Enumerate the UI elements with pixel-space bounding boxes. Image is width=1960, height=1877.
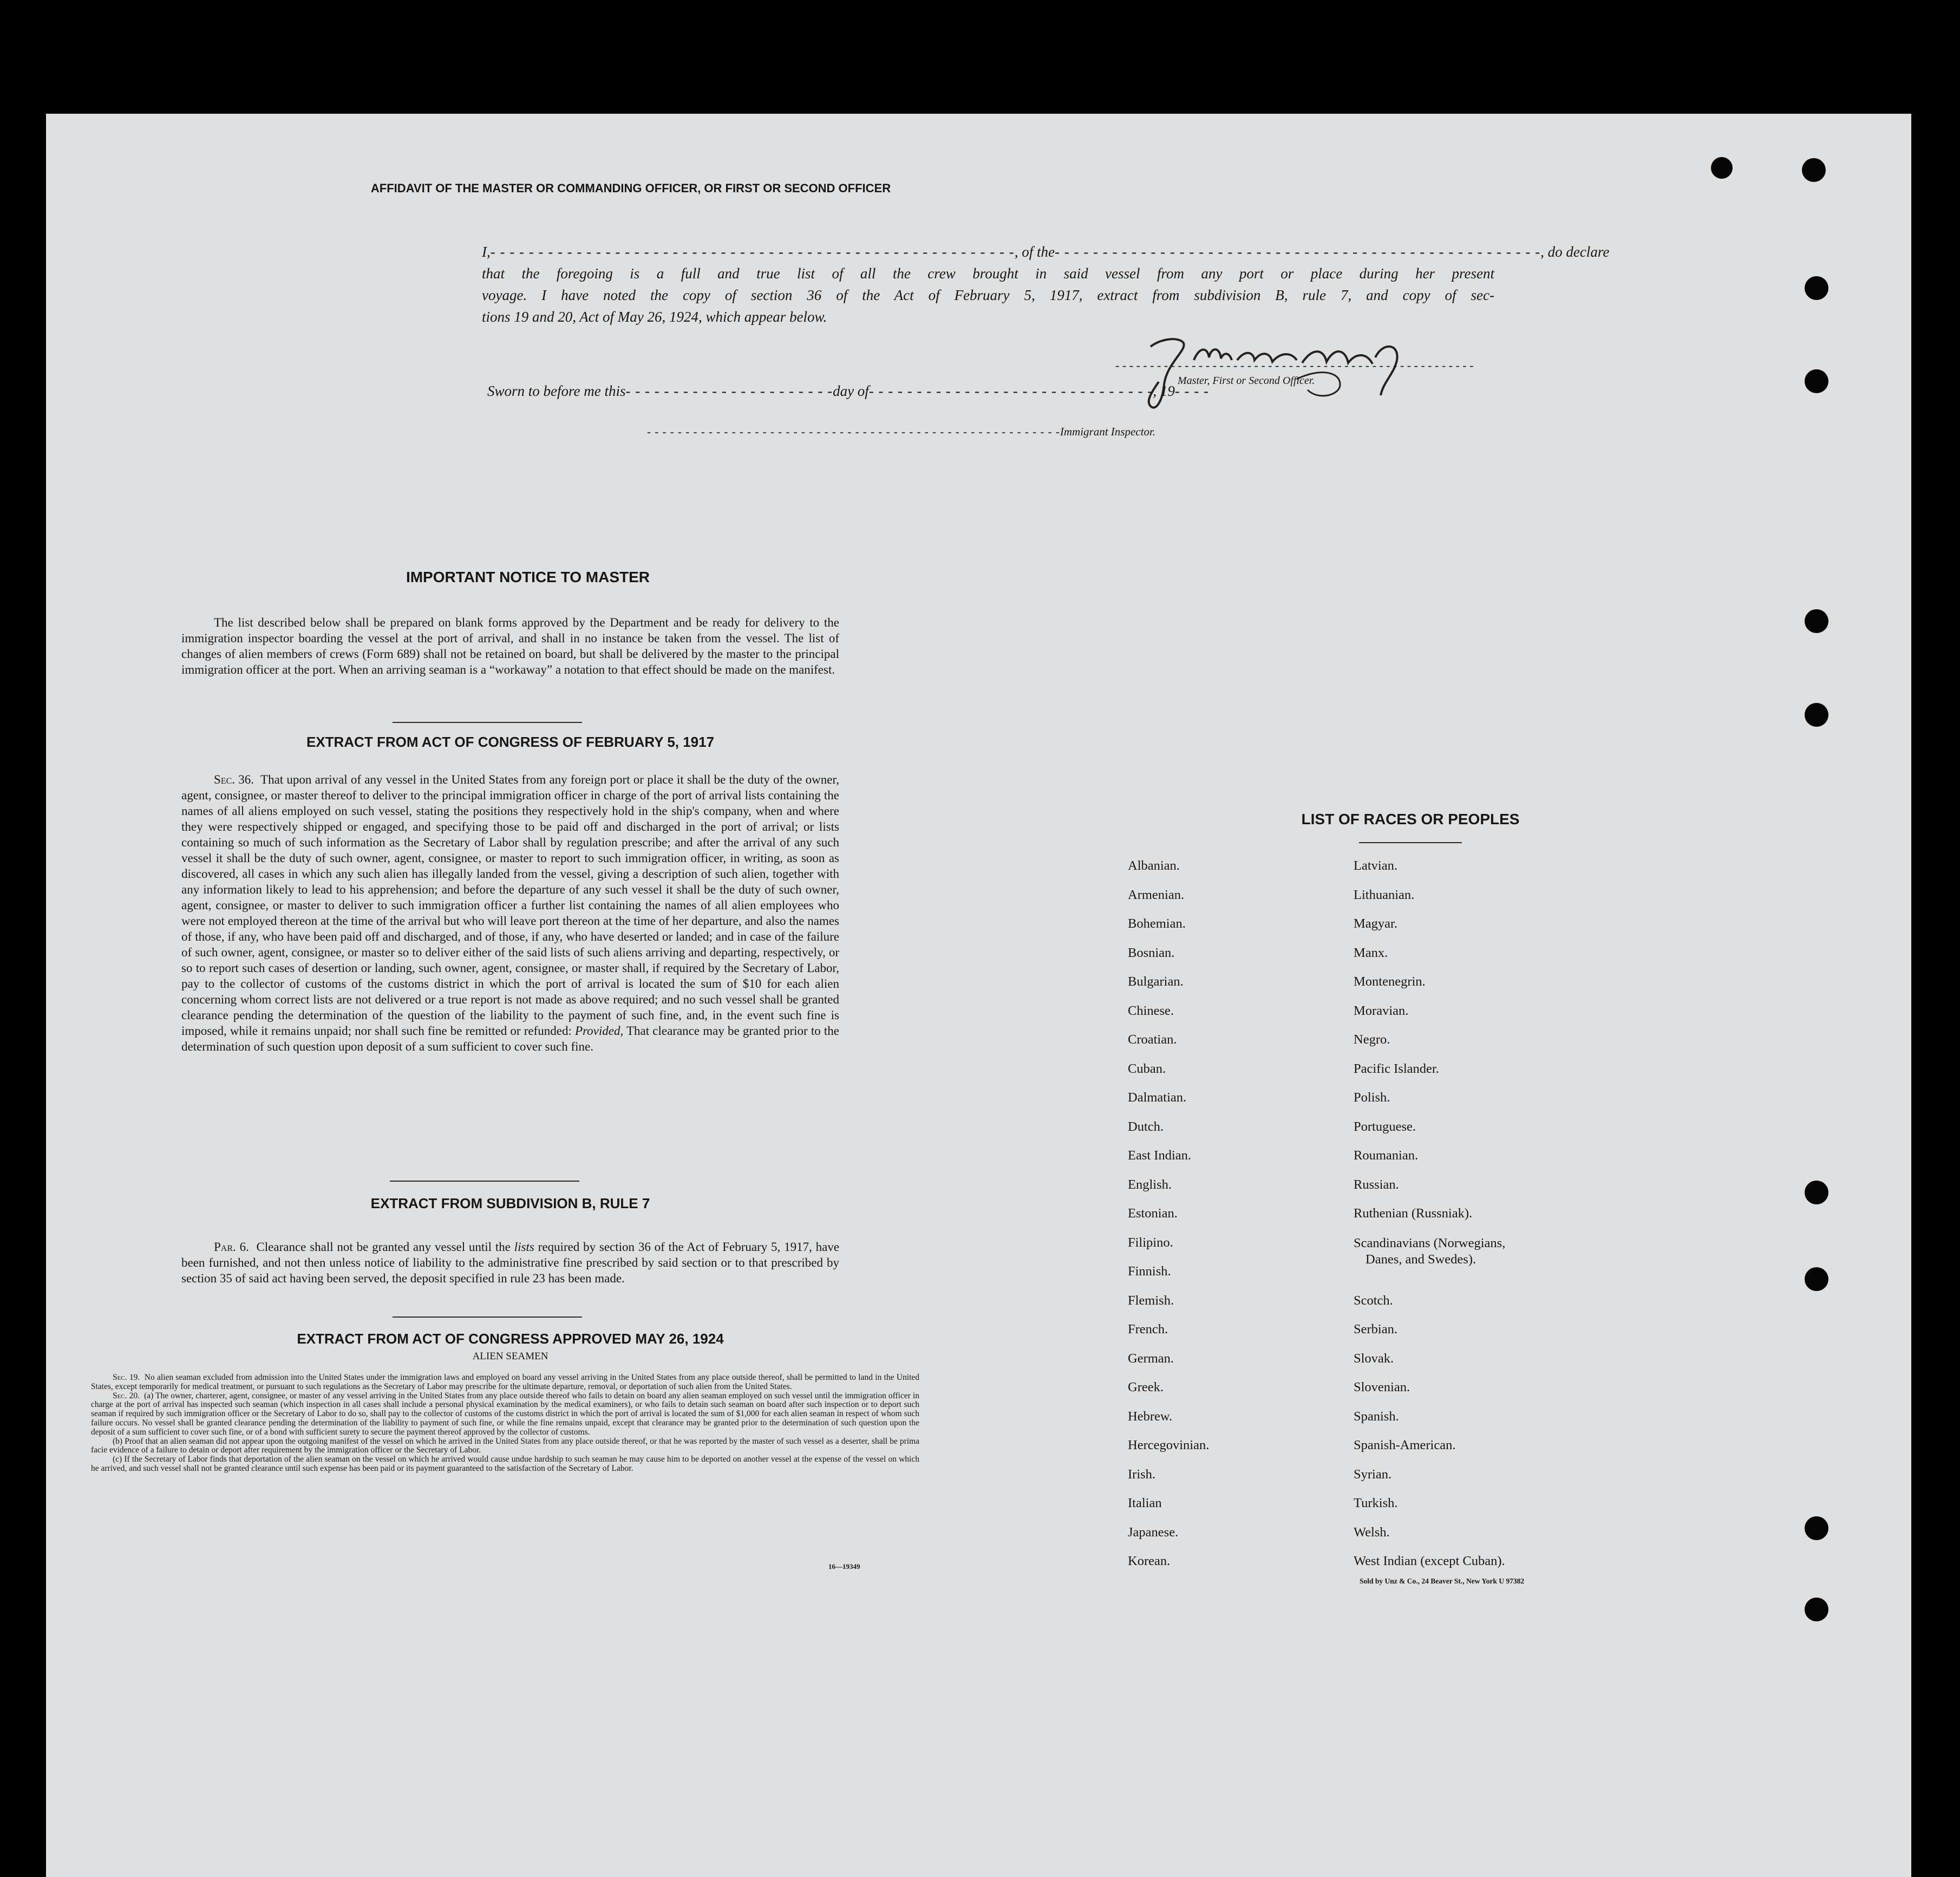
race-item: Finnish. [1128, 1264, 1171, 1279]
race-item: West Indian (except Cuban). [1354, 1554, 1505, 1568]
race-item: Manx. [1354, 945, 1388, 960]
race-item: Negro. [1354, 1032, 1390, 1047]
race-item: Italian [1128, 1496, 1162, 1510]
inspector-caption: Immigrant Inspector. [1060, 425, 1156, 438]
race-item: Spanish. [1354, 1409, 1399, 1424]
sworn-month-blank: - - - - - - - - - - - - - - - - - - - - - - - - - - - - - - [868, 383, 1153, 399]
race-item: Roumanian. [1354, 1148, 1419, 1163]
sworn-day-blank: - - - - - - - - - - - - - - - - - - - - - - [625, 383, 833, 399]
divider [390, 1181, 579, 1182]
race-item: Bosnian. [1128, 945, 1175, 960]
affidavit-line1-end: , do declare [1540, 244, 1610, 260]
race-item: Turkish. [1354, 1496, 1398, 1510]
signature-caption: Master, First or Second Officer. [1178, 375, 1315, 387]
sec19-text: No alien seaman excluded from admission into the United States under the immigration laws and employed on board any vessel arriving in the United States from any place outside thereof, shall be permitted to land in the United States, except temporarily for medical treatment, or pursuant to such regulations as the Secretary of Labor may prescribe for the ultimate departure, removal, or deportation of such alien from the United States. [91, 1373, 920, 1391]
punch-hole [1805, 1516, 1828, 1540]
sec36-label: Sec. 36. [214, 773, 254, 786]
divider [393, 722, 582, 723]
inspector-blank: - - - - - - - - - - - - - - - - - - - - - - - - - - - - - - - - - - - - - - - - - - - - - - - - - - - - - - [647, 425, 1060, 438]
race-item: Cuban. [1128, 1061, 1166, 1076]
form-sheet [46, 114, 1911, 1877]
affidavit-text [482, 241, 1610, 328]
inspector-line [647, 425, 1155, 439]
vessel-blank: - - - - - - - - - - - - - - - - - - - - - - - - - - - - - - - - - - - - - - - - - - - - - - - - - - - [1055, 244, 1541, 260]
race-item: Hebrew. [1128, 1409, 1173, 1424]
race-item: Croatian. [1128, 1032, 1177, 1047]
race-item: Slovenian. [1354, 1380, 1410, 1394]
punch-hole [1805, 1598, 1828, 1621]
signature-line: - - - - - - - - - - - - - - - - - - - - - - - - - - - - - - - - - - - - - - - - - - - - - - - - - - - - [1115, 359, 1474, 372]
race-item: Filipino. [1128, 1235, 1173, 1250]
sec36-text-end: That clearance may be granted prior to the determination of such question upon deposit of a sum sufficient to cover such fine. [181, 1024, 840, 1053]
race-item-line: Danes, and Swedes). [1366, 1252, 1476, 1267]
divider [393, 1316, 582, 1318]
divider [1359, 842, 1462, 843]
race-item: Flemish. [1128, 1293, 1174, 1308]
races-title: LIST OF RACES OR PEOPLES [1301, 811, 1520, 827]
sec36-text: That upon arrival of any vessel in the United States from any foreign port or place it shall be the duty of the owner, agent, consignee, or master thereof to deliver to the principal immigration officer in charge of the port of arrival lists containing the names of all aliens employed on such vessel, stating the positions they respectively hold in the ship's company, when and where they were respectively shipped or engaged, and specifying those to be paid off and discharged in the port of arrival; or lists containing so much of such information as the Secretary of Labor shall by regulation prescribe; and after the arrival of any such vessel it shall be the duty of such owner, agent, consignee, or master to report to such immigration officer, in writing, as soon as discovered, all cases in which any such alien has illegally landed from the vessel, giving a description of such alien, together with any information likely to lead to his apprehension; and before the departure of any such vessel it shall be the duty of such owner, agent, consignee, or master to deliver to such immigration officer a further list containing the names of all alien employees who were not employed thereon at the time of the arrival but who will leave port thereon at the time of her departure, and also the names of those, if any, who have been paid off and discharged, and of those, if any, who have deserted or landed; and in case of the failure of such owner, agent, consignee, or master so to deliver either of the said lists of such aliens arriving and departing, respectively, or so to report such cases of desertion or landing, such owner, agent, consignee, or master shall, if required by the Secretary of Labor, pay to the collector of customs of the customs district in which the port of arrival is located the sum of $10 for each alien concerning whom correct lists are not delivered or a true report is not made as above required; and no such vessel shall be granted clearance pending the determination of the question of the liability to the payment of such fine, and, in the event such fine is imposed, while it remains unpaid; nor shall such fine be remitted or refunded: [181, 773, 839, 1038]
races-right-column [1354, 858, 1657, 1583]
sec20-label: Sec. 20. [113, 1391, 140, 1400]
race-item: Dutch. [1128, 1119, 1164, 1134]
punch-hole [1805, 276, 1828, 300]
extract-1924-subtitle: ALIEN SEAMEN [472, 1351, 548, 1362]
rule7-text-a: Clearance shall not be granted any vessel until the [256, 1240, 511, 1254]
race-item: Spanish-American. [1354, 1438, 1456, 1452]
race-item: Estonian. [1128, 1206, 1178, 1221]
race-item: Dalmatian. [1128, 1090, 1187, 1105]
name-blank: - - - - - - - - - - - - - - - - - - - - - - - - - - - - - - - - - - - - - - - - - - - - - - - - - - - - - - - [490, 244, 1015, 260]
race-item: East Indian. [1128, 1148, 1192, 1163]
affidavit-line4: tions 19 and 20, Act of May 26, 1924, which appear below. [482, 309, 827, 325]
race-item: Korean. [1128, 1554, 1171, 1568]
par6-label: Par. 6. [214, 1240, 249, 1254]
punch-hole [1805, 1181, 1828, 1204]
race-item: Portuguese. [1354, 1119, 1416, 1134]
extract-1924-title: EXTRACT FROM ACT OF CONGRESS APPROVED MAY 26, 1924 [297, 1331, 724, 1347]
race-item: French. [1128, 1322, 1168, 1337]
punch-hole [1805, 369, 1828, 393]
affidavit-line1-mid: , of the [1014, 244, 1055, 260]
race-item: Scotch. [1354, 1293, 1393, 1308]
race-item: Albanian. [1128, 858, 1180, 873]
punch-hole [1711, 157, 1733, 179]
race-item: Slovak. [1354, 1351, 1394, 1366]
race-item: Welsh. [1354, 1524, 1390, 1540]
rule7-text [181, 1239, 839, 1286]
race-item: Lithuanian. [1354, 887, 1415, 902]
provided-label: Provided, [575, 1024, 624, 1038]
race-item: Latvian. [1354, 858, 1397, 873]
rule7-title: EXTRACT FROM SUBDIVISION B, RULE 7 [370, 1195, 650, 1211]
rule7-text-b: required by section 36 of the Act of February 5, 1917, have been furnished, and not then unless notice of liability to the administrative fine prescribed by said section or to that prescribed by section 35 of said act having been served, the deposit specified in rule 23 has been made. [181, 1240, 840, 1285]
race-item: Bulgarian. [1128, 974, 1184, 989]
form-number: 16—19349 [828, 1562, 860, 1570]
race-item: Polish. [1354, 1090, 1390, 1105]
notice-text: The list described below shall be prepared on blank forms approved by the Department and be ready for delivery to the immigration inspector boarding the vessel at the port of arrival, and shall in no instance be taken from the vessel. The list of changes of alien members of crews (Form 689) shall not be retained on board, but shall be delivered by the master to the principal immigration officer at the port. When an arriving seaman is a “workaway” a notation to that effect should be made on the manifest. [181, 616, 839, 676]
sworn-start: Sworn to before me this [487, 383, 626, 399]
sworn-day: day of [833, 383, 869, 399]
race-item: Armenian. [1128, 887, 1185, 902]
affidavit-line2: that the foregoing is a full and true list of all the crew brought in said vessel from any port or place during her present [482, 265, 1494, 282]
affidavit-title: AFFIDAVIT OF THE MASTER OR COMMANDING OFFICER, OR FIRST OR SECOND OFFICER [370, 181, 891, 195]
extract-1917-title: EXTRACT FROM ACT OF CONGRESS OF FEBRUARY 5, 1917 [306, 734, 715, 750]
sec19-label: Sec. 19. [113, 1373, 140, 1382]
notice-title: IMPORTANT NOTICE TO MASTER [406, 569, 650, 585]
race-item: Pacific Islander. [1354, 1061, 1439, 1076]
punch-hole [1805, 703, 1828, 727]
race-item-line: Scandinavians (Norwegians, [1354, 1235, 1506, 1250]
sec20c-text: (c) If the Secretary of Labor finds that deportation of the alien seaman on the vessel on which he arrived would cause undue hardship to such seaman he may cause him to be deported on another vessel at the expense of the vessel on which he arrived, and such vessel shall not be granted clearance until such expense has been paid or its payment guaranteed to the satisfaction of the Secretary of Labor. [91, 1455, 919, 1473]
affidavit-line3: voyage. I have noted the copy of section 36 of the Act of February 5, 1917, extract from subdivision B, rule 7, and copy of sec- [482, 287, 1494, 303]
race-item: Ruthenian (Russniak). [1354, 1206, 1473, 1221]
race-item: Japanese. [1128, 1524, 1179, 1540]
race-item: Irish. [1128, 1467, 1156, 1482]
punch-hole [1805, 1267, 1828, 1291]
extract-1924-text [91, 1373, 919, 1474]
sec20b-text: (b) Proof that an alien seaman did not appear upon the outgoing manifest of the vessel on which he arrived in the United States from any place outside thereof, or that he was reported by the master of such vessel as a deserter, shall be prima facie evidence of a failure to detain or deport after requirement by the immigration officer or the Secretary of Labor. [91, 1436, 919, 1455]
sworn-year: , 19 [1153, 383, 1175, 399]
lists-word: lists [514, 1240, 534, 1254]
signature-image [1113, 330, 1481, 417]
races-left-column [1128, 858, 1334, 1583]
race-item: Hercegovinian. [1128, 1438, 1210, 1452]
sworn-year-blank: - - - - [1174, 383, 1210, 399]
affidavit-line1-start: I, [482, 244, 491, 260]
race-item: Greek. [1128, 1380, 1164, 1394]
race-item: Serbian. [1354, 1322, 1397, 1337]
race-item: Moravian. [1354, 1003, 1409, 1018]
sec20a-text: (a) The owner, charterer, agent, consignee, or master of any vessel arriving in the United States from any place outside thereof who fails to detain on board any alien seaman employed on such vessel until the immigration officer in charge at the port of arrival has inspected such seaman (which inspection in all cases shall include a personal physical examination by the medical examiners), or who fails to detain such seaman on board after such inspection or to deport such seaman if required by such immigration officer or the Secretary of Labor to do so, shall pay to the collector of customs of the customs district in which the port of arrival is located the sum of $1,000 for each alien seaman in respect of whom such failure occurs. No vessel shall be granted clearance pending the determination of the liability to payment of such fine, or while the fine remains unpaid, except that clearance may be granted prior to the determination of such question upon the deposit of a sum sufficient to cover such fine, or of a bond with sufficient surety to secure the payment thereof approved by the collector of customs. [91, 1391, 919, 1437]
sworn-line [487, 383, 1209, 400]
race-item [1354, 1235, 1657, 1293]
race-item: Chinese. [1128, 1003, 1174, 1018]
race-item: Magyar. [1354, 916, 1397, 931]
printer-imprint: Sold by Unz & Co., 24 Beaver St., New York U 97382 [1360, 1577, 1525, 1585]
race-item: German. [1128, 1351, 1174, 1366]
punch-hole [1802, 158, 1826, 182]
extract-1917-text [181, 772, 839, 1054]
race-item: Montenegrin. [1354, 974, 1426, 989]
punch-hole [1805, 609, 1828, 633]
race-item: Bohemian. [1128, 916, 1186, 931]
race-item: Syrian. [1354, 1467, 1392, 1482]
race-item: Russian. [1354, 1177, 1399, 1192]
race-item: English. [1128, 1177, 1172, 1192]
